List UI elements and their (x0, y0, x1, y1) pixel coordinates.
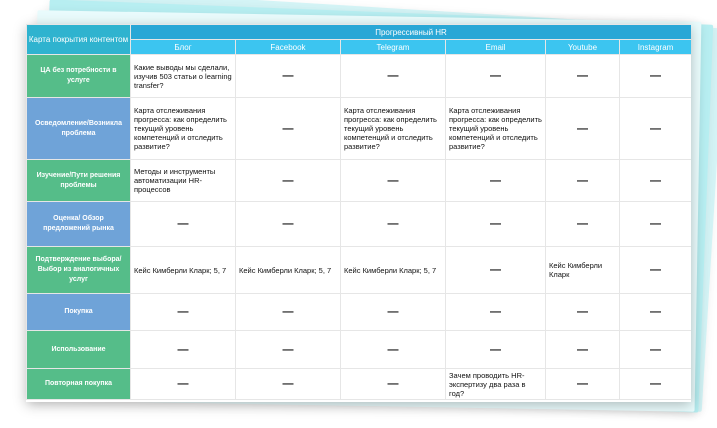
empty-cell-dash: — (131, 369, 236, 400)
stage-label: Покупка (27, 294, 131, 331)
empty-cell-dash: — (546, 369, 620, 400)
table-row (27, 294, 692, 331)
empty-cell-dash: — (446, 331, 546, 369)
empty-cell-dash: — (341, 369, 446, 400)
empty-cell-dash: — (446, 247, 546, 294)
table-row (27, 247, 692, 294)
empty-cell-dash: — (341, 331, 446, 369)
table-row (27, 202, 692, 247)
content-cell: Кейс Кимберли Кларк (546, 247, 620, 294)
content-cell: Методы и инструменты автоматизации HR-процессов (131, 160, 236, 202)
empty-cell-dash: — (236, 55, 341, 98)
empty-cell-dash: — (546, 55, 620, 98)
content-cell: Карта отслеживания прогресса: как определить текущий уровень компетенций и отследить развитие? (446, 98, 546, 160)
empty-cell-dash: — (620, 294, 692, 331)
content-map-sheet (26, 24, 691, 402)
empty-cell-dash: — (446, 294, 546, 331)
empty-cell-dash: — (131, 294, 236, 331)
channel-header: Youtube (546, 40, 620, 55)
empty-cell-dash: — (620, 55, 692, 98)
stage-label: ЦА без потребности в услуге (27, 55, 131, 98)
stage-label: Оценка/ Обзор предложений рынка (27, 202, 131, 247)
empty-cell-dash: — (620, 247, 692, 294)
table-row (27, 160, 692, 202)
empty-cell-dash: — (341, 55, 446, 98)
empty-cell-dash: — (446, 160, 546, 202)
channel-header: Instagram (620, 40, 692, 55)
empty-cell-dash: — (546, 294, 620, 331)
table-row (27, 55, 692, 98)
empty-cell-dash: — (341, 294, 446, 331)
channel-header: Telegram (341, 40, 446, 55)
content-cell: Карта отслеживания прогресса: как определить текущий уровень компетенций и отследить развитие? (341, 98, 446, 160)
empty-cell-dash: — (446, 202, 546, 247)
table-row (27, 331, 692, 369)
content-cell: Карта отслеживания прогресса: как определить текущий уровень компетенций и отследить развитие? (131, 98, 236, 160)
empty-cell-dash: — (620, 160, 692, 202)
empty-cell-dash: — (546, 98, 620, 160)
empty-cell-dash: — (341, 202, 446, 247)
empty-cell-dash: — (236, 98, 341, 160)
stage-label: Использование (27, 331, 131, 369)
empty-cell-dash: — (236, 369, 341, 400)
content-cell: Кейс Кимберли Кларк; 5, 7 (236, 247, 341, 294)
empty-cell-dash: — (620, 202, 692, 247)
content-map-table (26, 24, 691, 400)
table-body (27, 55, 692, 400)
content-cell: Какие выводы мы сделали, изучив 503 статьи о learning transfer? (131, 55, 236, 98)
channel-header: Блог (131, 40, 236, 55)
empty-cell-dash: — (546, 331, 620, 369)
table-row (27, 98, 692, 160)
stage-label: Повторная покупка (27, 369, 131, 400)
empty-cell-dash: — (620, 98, 692, 160)
empty-cell-dash: — (131, 202, 236, 247)
empty-cell-dash: — (236, 202, 341, 247)
corner-header: Карта покрытия контентом (27, 25, 131, 55)
empty-cell-dash: — (131, 331, 236, 369)
content-cell: Кейс Кимберли Кларк; 5, 7 (341, 247, 446, 294)
empty-cell-dash: — (620, 331, 692, 369)
empty-cell-dash: — (620, 369, 692, 400)
channel-header: Facebook (236, 40, 341, 55)
stage-label: Подтверждение выбора/ Выбор из аналогичных услуг (27, 247, 131, 294)
table-row (27, 369, 692, 400)
empty-cell-dash: — (446, 55, 546, 98)
content-cell: Кейс Кимберли Кларк; 5, 7 (131, 247, 236, 294)
stage-label: Осведомление/Возникла проблема (27, 98, 131, 160)
stage-label: Изучение/Пути решения проблемы (27, 160, 131, 202)
content-cell: Зачем проводить HR-экспертизу два раза в год? (446, 369, 546, 400)
group-header: Прогрессивный HR (131, 25, 692, 40)
empty-cell-dash: — (546, 160, 620, 202)
empty-cell-dash: — (236, 331, 341, 369)
empty-cell-dash: — (236, 294, 341, 331)
empty-cell-dash: — (341, 160, 446, 202)
channel-header: Email (446, 40, 546, 55)
empty-cell-dash: — (236, 160, 341, 202)
empty-cell-dash: — (546, 202, 620, 247)
